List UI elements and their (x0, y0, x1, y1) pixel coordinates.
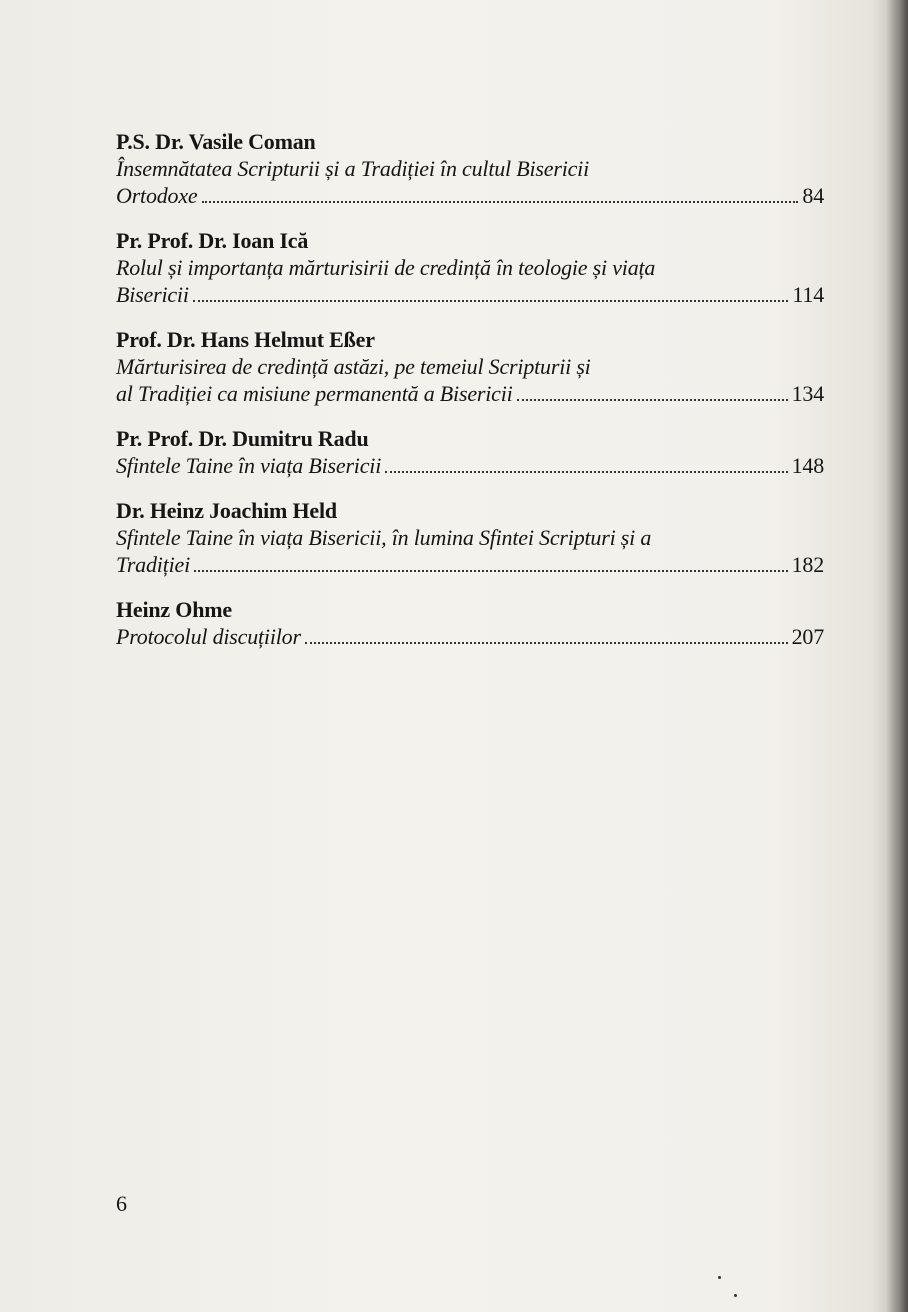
entry-last-line (116, 551, 824, 578)
entry-author: Prof. Dr. Hans Helmut Eßer (116, 327, 375, 352)
entry-author: P.S. Dr. Vasile Coman (116, 129, 316, 154)
print-speck (718, 1276, 721, 1279)
page-edge-shadow (886, 0, 908, 1312)
entry-author: Dr. Heinz Joachim Held (116, 498, 337, 523)
dot-leader (517, 399, 788, 401)
toc-entry (116, 596, 824, 650)
toc-entry (116, 227, 824, 308)
toc-entry (116, 425, 824, 479)
entry-title-end: Bisericii (116, 282, 189, 307)
entry-title-line: Rolul și importanța mărturisirii de credință în teologie și viața (116, 255, 656, 280)
entry-page-number: 134 (791, 381, 824, 406)
page-number: 6 (116, 1191, 127, 1216)
dot-leader (385, 471, 787, 473)
table-of-contents (116, 128, 824, 668)
toc-entry (116, 128, 824, 209)
entry-author: Heinz Ohme (116, 597, 232, 622)
entry-last-line (116, 623, 824, 650)
entry-last-line (116, 452, 824, 479)
dot-leader (194, 570, 788, 572)
entry-last-line (116, 182, 824, 209)
toc-entry (116, 326, 824, 407)
toc-entry (116, 497, 824, 578)
entry-last-line (116, 281, 824, 308)
entry-title-line: Sfintele Taine în viața Bisericii, în lumina Sfintei Scripturi și a (116, 525, 652, 550)
entry-page-number: 84 (802, 183, 824, 208)
entry-page-number: 148 (791, 453, 824, 478)
entry-title-end: Sfintele Taine în viața Bisericii (116, 453, 382, 478)
dot-leader (305, 642, 788, 644)
entry-title-end: Tradiției (116, 552, 190, 577)
entry-page-number: 182 (791, 552, 824, 577)
entry-title-line: Însemnătatea Scripturii și a Tradiției în cultul Bisericii (116, 156, 589, 181)
entry-title-end: al Tradiției ca misiune permanentă a Bisericii (116, 381, 513, 406)
entry-page-number: 207 (791, 624, 824, 649)
entry-author: Pr. Prof. Dr. Ioan Ică (116, 228, 309, 253)
print-speck (734, 1294, 737, 1297)
entry-author: Pr. Prof. Dr. Dumitru Radu (116, 426, 369, 451)
entry-page-number: 114 (792, 282, 824, 307)
dot-leader (202, 201, 799, 203)
entry-title-end: Ortodoxe (116, 183, 198, 208)
entry-title-line: Mărturisirea de credință astăzi, pe temeiul Scripturii și (116, 354, 591, 379)
entry-title-end: Protocolul discuțiilor (116, 624, 301, 649)
dot-leader (193, 300, 789, 302)
entry-last-line (116, 380, 824, 407)
